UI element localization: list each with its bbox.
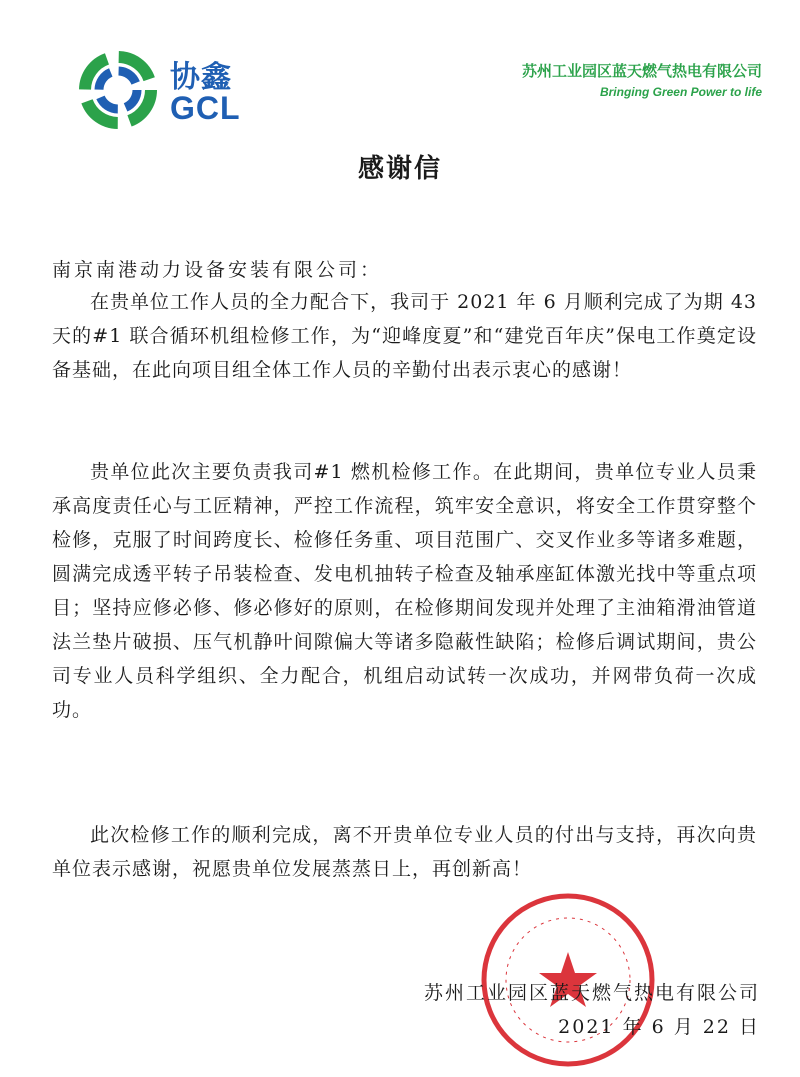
gcl-logo-icon xyxy=(78,50,158,130)
company-header xyxy=(522,60,762,99)
gcl-logo xyxy=(78,50,258,130)
signer-company: 苏州工业园区蓝天燃气热电有限公司 xyxy=(423,982,760,1004)
company-name-header: 苏州工业园区蓝天燃气热电有限公司 xyxy=(521,62,762,80)
recipient: 南京南港动力设备安装有限公司： xyxy=(52,259,383,281)
letter-title: 感谢信 xyxy=(357,154,442,184)
paragraph-2: 贵单位此次主要负责我司#1 燃机检修工作。在此期间，贵单位专业人员秉承高度责任心与工匠精神，严控工作流程，筑牢安全意识，将安全工作贯穿整个检修，克服了时间跨度长、检修任务重、项目范围广、交叉作业多等诸多难题，圆满完成透平转子吊装检查、发电机抽转子检查及轴承座缸体激光找中等重点项目；坚持应修必修、修必修好的原则，在检修期间发现并处理了主油箱滑油管道法兰垫片破损、压气机静叶间隙偏大等诸多隐蔽性缺陷；检修后调试期间，贵公司专业人员科学组织、全力配合，机组启动试转一次成功，并网带负荷一次成功。 xyxy=(52,461,757,721)
paragraph-1: 在贵单位工作人员的全力配合下，我司于 2021 年 6 月顺利完成了为期 43 天的#1 联合循环机组检修工作，为“迎峰度夏”和“建党百年庆”保电工作奠定设备基础，在此向项目组全体工作人员的辛勤付出表示衷心的感谢！ xyxy=(52,291,757,381)
company-slogan: Bringing Green Power to life xyxy=(599,85,762,99)
logo-name-en: GCL xyxy=(170,90,241,126)
paragraph-3: 此次检修工作的顺利完成，离不开贵单位专业人员的付出与支持，再次向贵单位表示感谢，祝愿贵单位发展蒸蒸日上，再创新高！ xyxy=(52,824,757,880)
logo-name-cn: 协鑫 xyxy=(170,60,232,95)
letter-date: 2021 年 6 月 22 日 xyxy=(558,1016,760,1038)
